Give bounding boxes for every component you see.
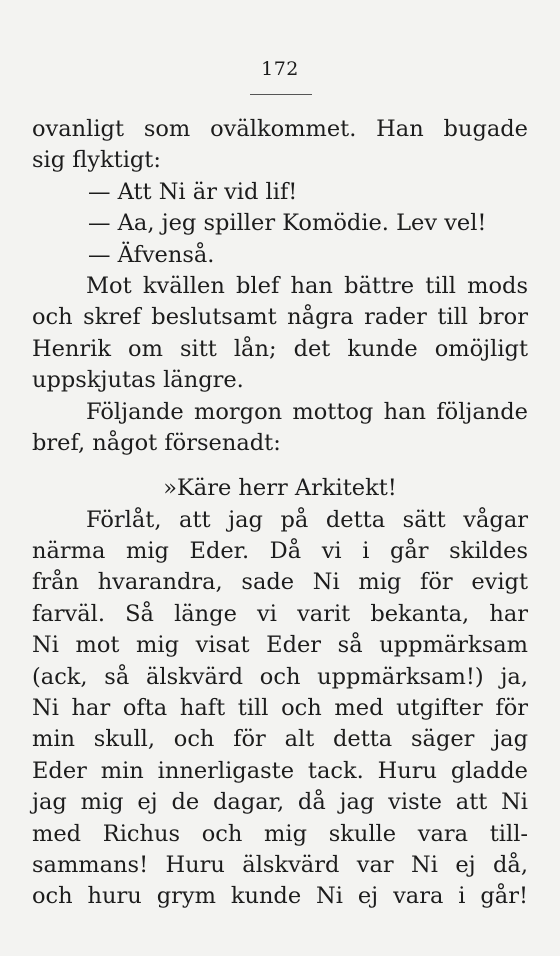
text-line: Ni mot mig visat Eder så uppmärksam — [32, 632, 528, 659]
text-line: med Richus och mig skulle vara till- — [32, 820, 528, 847]
text-line: uppskjutas längre. — [32, 367, 244, 394]
paragraph-gap — [32, 459, 528, 473]
text-line: farväl. Så länge vi varit bekanta, har — [32, 600, 528, 627]
text-line: Mot kvällen blef han bättre till mods — [86, 272, 528, 299]
text-line: och skref beslutsamt några rader till bror — [32, 304, 528, 331]
text-line: och huru grym kunde Ni ej vara i går! — [32, 883, 528, 910]
text-line: min skull, och för alt detta säger jag — [32, 726, 528, 753]
text-line: ovanligt som ovälkommet. Han bugade — [32, 116, 528, 142]
text-line: jag mig ej de dagar, då jag viste att Ni — [32, 789, 528, 816]
text-line: — Aa, jeg spiller Komödie. Lev vel! — [88, 210, 487, 237]
text-line: bref, något försenadt: — [32, 429, 281, 456]
page-number: 172 — [261, 58, 299, 80]
text-line: närma mig Eder. Då vi i går skildes — [32, 538, 528, 565]
text-line: Följande morgon mottog han följande — [86, 398, 528, 425]
text-line: (ack, så älskvärd och uppmärksam!) ja, — [32, 663, 528, 690]
text-line: Ni har ofta haft till och med utgifter för — [32, 695, 528, 722]
text-line: Förlåt, att jag på detta sätt vågar — [86, 506, 528, 533]
text-line: sig flyktigt: — [32, 147, 161, 174]
text-line: sammans! Huru älskvärd var Ni ej då, — [32, 851, 528, 878]
text-line: Henrik om sitt lån; det kunde omöjligt — [32, 335, 528, 362]
text-line: — Att Ni är vid lif! — [88, 178, 298, 205]
text-line: Eder min innerligaste tack. Huru gladde — [32, 757, 528, 784]
body-text — [32, 114, 528, 913]
text-line: — Äfvenså. — [88, 241, 215, 268]
text-line: »Käre herr Arkitekt! — [163, 475, 397, 502]
text-line: från hvarandra, sade Ni mig för evigt — [32, 569, 528, 596]
header-rule — [250, 94, 312, 95]
